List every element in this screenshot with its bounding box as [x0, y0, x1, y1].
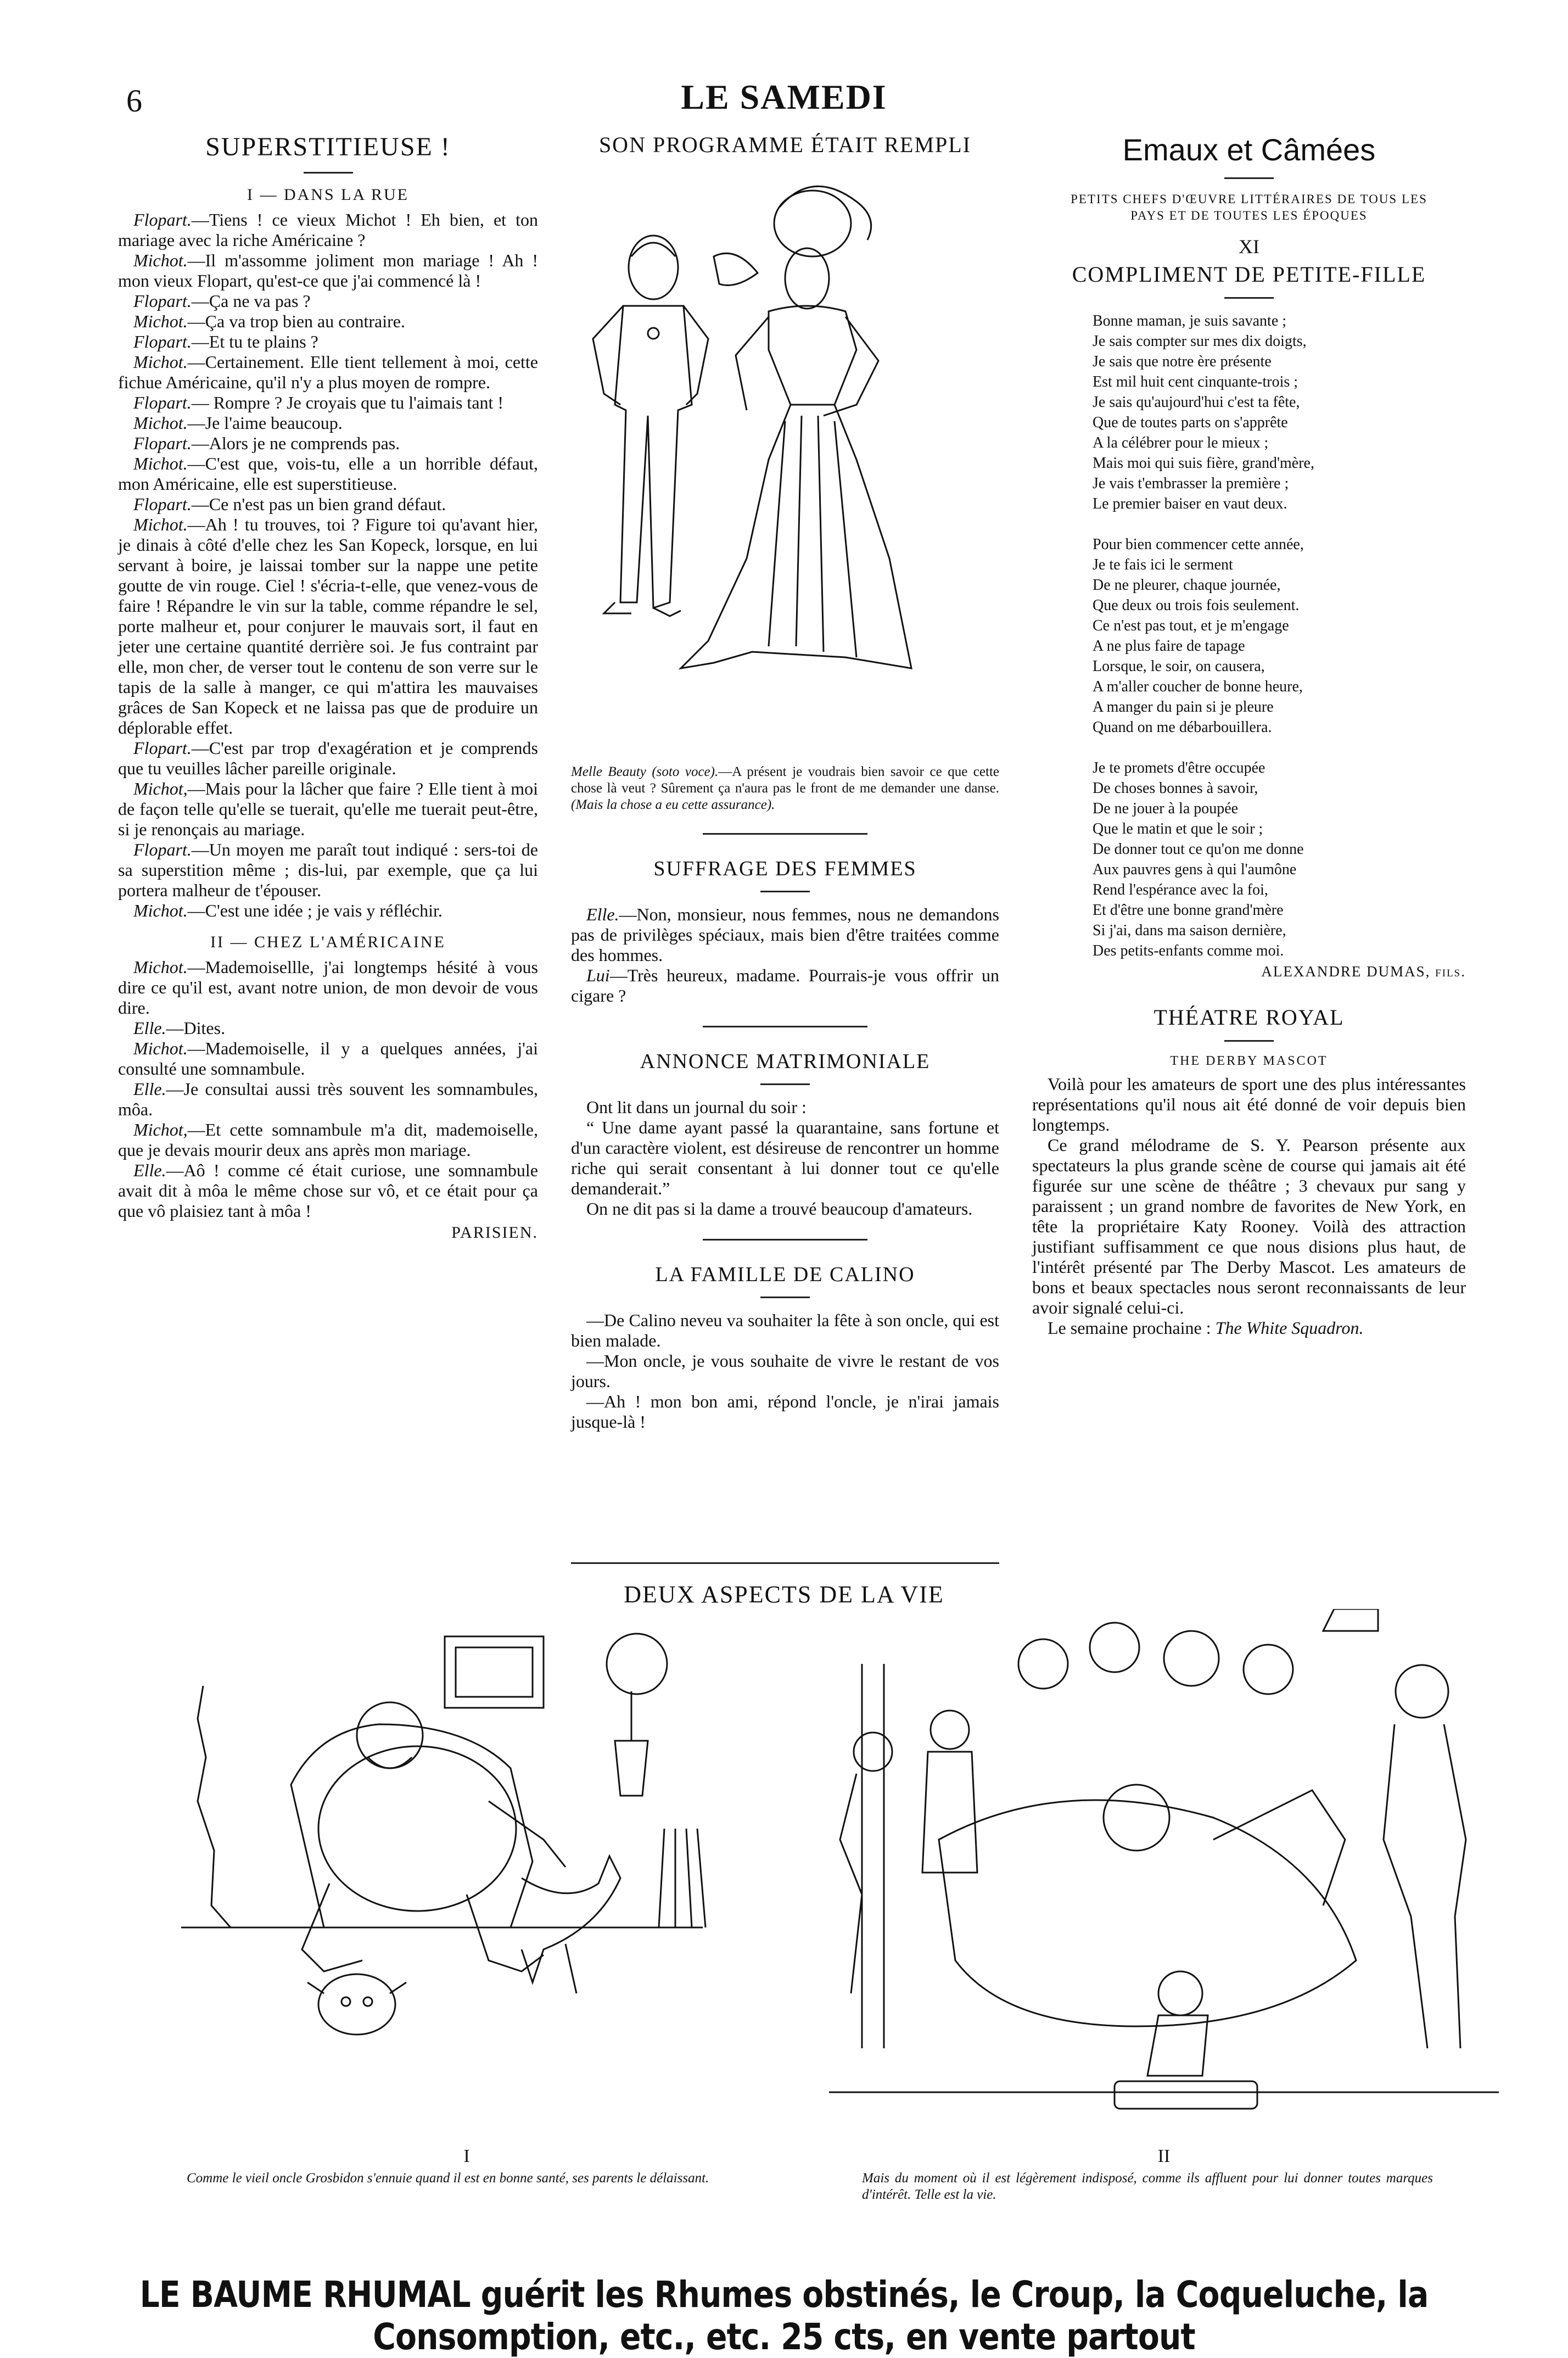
panel-2-caption: Mais du moment où il est légèrement indisposé, comme ils affluent pour lui donner toutes marques d'intérêt. Telle est la vie.: [862, 2171, 1433, 2202]
dialogue-line: [118, 779, 538, 840]
poem-line: A la célébrer pour le mieux ;: [1093, 434, 1269, 451]
speaker-name: Flopart.: [133, 210, 192, 230]
speaker-name: Elle.: [133, 1160, 166, 1180]
part1-heading: I — DANS LA RUE: [247, 186, 409, 204]
line-text: —Je l'aime beaucoup.: [187, 413, 343, 433]
section-separator: [703, 1026, 867, 1027]
title-rule: [1224, 177, 1274, 179]
line-text: —Ça ne va pas ?: [191, 291, 311, 311]
speaker-name: Michot.: [133, 515, 188, 534]
line-text: —Aô ! comme cé était curiose, une somnambule avait dit à môa le même chose sur vô, et ce était pour ça que vô plaisiez tant à môa !: [118, 1160, 538, 1221]
dialogue-line: [118, 901, 538, 921]
annonce-paragraph: Ont lit dans un journal du soir :: [586, 1097, 807, 1117]
line-text: —Alors je ne comprends pas.: [191, 433, 400, 453]
dialogue-line: [118, 1120, 538, 1160]
section-separator: [703, 1239, 867, 1241]
poem-line: Quand on me débarbouillera.: [1093, 719, 1272, 736]
line-text: —Ce n'est pas un bien grand défaut.: [191, 494, 446, 514]
title-rule: [760, 1297, 810, 1298]
dialogue-line: [118, 494, 538, 515]
line-text: —Je consultai aussi très souvent les somnambules, môa.: [118, 1079, 538, 1119]
dialogue-line: [118, 840, 538, 901]
title-rule: [1224, 297, 1274, 299]
line-text: —Mademoisellle, j'ai longtemps hésité à vous dire ce qu'il est, avant notre union, de mon devoir de vous dire.: [118, 957, 538, 1018]
poem-line: Je te fais ici le serment: [1093, 556, 1233, 573]
poem-line: A m'aller coucher de bonne heure,: [1093, 678, 1303, 695]
poem-line: Je sais compter sur mes dix doigts,: [1093, 333, 1307, 350]
theatre-paragraph: Voilà pour les amateurs de sport une des plus intéressantes représentations qu'il nous ait été donné de voir depuis bien longtemps.: [1032, 1074, 1466, 1135]
masthead: LE SAMEDI: [681, 77, 887, 116]
dialogue-line: [118, 1160, 538, 1221]
poem-line: Je vais t'embrasser la première ;: [1093, 475, 1289, 492]
line-text: —C'est que, vois-tu, elle a un horrible défaut, mon Américaine, elle est superstitieuse.: [118, 454, 538, 494]
panel-1-caption: Comme le vieil oncle Grosbidon s'ennuie quand il est en bonne santé, ses parents le délaissant.: [187, 2171, 709, 2186]
line-text: —Et tu te plains ?: [191, 332, 318, 351]
dialogue-part1: [118, 210, 538, 921]
caption-note: (Mais la chose a eu cette assurance).: [571, 797, 775, 812]
poem-line: Que le matin et que le soir ;: [1093, 820, 1263, 837]
line-text: — Rompre ? Je croyais que tu l'aimais tant !: [191, 393, 504, 412]
speaker-name: Michot.: [133, 413, 188, 433]
dialogue-line: [118, 1038, 538, 1079]
dialogue-line: [118, 738, 538, 779]
line-text: —Mademoiselle, il y a quelques années, j'ai consulté une somnambule.: [118, 1038, 538, 1079]
dialogue-line: [118, 1079, 538, 1120]
speaker-name: Michot.: [133, 901, 188, 920]
poem-line: Je te promets d'être occupée: [1093, 759, 1265, 776]
speaker-name: Flopart.: [133, 393, 192, 412]
line-text: —Tiens ! ce vieux Michot ! Eh bien, et ton mariage avec la riche Américaine ?: [118, 210, 538, 250]
article-title: SUPERSTITIEUSE !: [205, 132, 451, 161]
line-text: —Certainement. Elle tient tellement à moi, cette fichue Américaine, qu'il n'y a plus moyen de rompre.: [118, 352, 538, 392]
speaker-name: Flopart.: [133, 291, 192, 311]
title-rule: [760, 1083, 810, 1085]
line-text: —C'est par trop d'exagération et je comprends que tu veuilles lâcher pareille originale.: [118, 738, 538, 778]
theatre-next-week: [1032, 1318, 1466, 1338]
article-subtitle: PETITS CHEFS D'ŒUVRE LITTÉRAIRES DE TOUS LES PAYS ET DE TOUTES LES ÉPOQUES: [1071, 192, 1427, 222]
calino-paragraph: —De Calino neveu va souhaiter la fête à son oncle, qui est bien malade.: [571, 1310, 999, 1350]
illustration-caption: [571, 764, 999, 813]
speaker-name: Elle.: [586, 904, 619, 924]
speaker-name: Michot.: [133, 957, 188, 977]
speaker-name: Flopart.: [133, 840, 192, 859]
line-text: —Et cette somnambule m'a dit, mademoiselle, que je devais mourir deux ans après mon mariage.: [118, 1120, 538, 1160]
dialogue-line: [118, 393, 538, 413]
dialogue-line: [118, 311, 538, 332]
line-text: —Très heureux, madame. Pourrais-je vous offrir un cigare ?: [571, 965, 999, 1005]
theatre-text: [1032, 1074, 1466, 1338]
line-text: —C'est une idée ; je vais y réfléchir.: [187, 901, 443, 920]
poem-line: Pour bien commencer cette année,: [1093, 536, 1304, 553]
theatre-subtitle: THE DERBY MASCOT: [1170, 1054, 1328, 1068]
caption-text: —A présent je voudrais bien savoir ce que cette chose là veut ? Sûrement ça n'aura pas le front de me demander une danse.: [571, 764, 999, 796]
poem-line: Le premier baiser en vaut deux.: [1093, 495, 1287, 512]
section-separator: [703, 833, 867, 835]
cartoon-panel-2: [829, 1609, 1499, 2164]
speaker-name: Flopart.: [133, 494, 192, 514]
line-text: —Ça va trop bien au contraire.: [187, 311, 405, 331]
speaker-name: Michot,: [133, 779, 188, 798]
poem-line: Et d'être une bonne grand'mère: [1093, 902, 1284, 919]
dialogue-line: [118, 352, 538, 393]
column-superstitieuse: [118, 132, 538, 1242]
calino-text: [571, 1310, 999, 1432]
poem-stanza: [1093, 311, 1466, 514]
dialogue-line: [118, 957, 538, 1018]
signature: PARISIEN.: [451, 1223, 538, 1242]
line-text: —Dites.: [166, 1018, 226, 1038]
caption-speaker: Melle Beauty (soto voce).: [571, 764, 719, 779]
section-separator: [571, 1562, 999, 1564]
page-number: 6: [126, 83, 142, 119]
cartoon-panel-1: [181, 1620, 785, 2169]
article-title: Emaux et Câmées: [1122, 132, 1376, 167]
calino-paragraph: —Mon oncle, je vous souhaite de vivre le restant de vos jours.: [571, 1351, 999, 1391]
speaker-name: Lui: [586, 965, 610, 985]
speaker-name: Michot.: [133, 250, 188, 270]
theatre-title: THÉATRE ROYAL: [1153, 1005, 1345, 1030]
poem-line: De ne jouer à la poupée: [1093, 800, 1239, 817]
poem-line: Aux pauvres gens à qui l'aumône: [1093, 861, 1297, 878]
dialogue-line: [118, 250, 538, 291]
poem-line: Si j'ai, dans ma saison dernière,: [1093, 922, 1286, 939]
poem-line: Je sais que notre ère présente: [1093, 353, 1272, 370]
poem-line: Est mil huit cent cinquante-trois ;: [1093, 373, 1298, 390]
speaker-name: Michot.: [133, 352, 188, 372]
line-text: —Il m'assomme joliment mon mariage ! Ah ! mon vieux Flopart, qu'est-ce que j'ai commencé là !: [118, 250, 538, 290]
poem-stanza: [1093, 534, 1466, 737]
speaker-name: Flopart.: [133, 332, 192, 351]
advertisement-banner: LE BAUME RHUMAL guérit les Rhumes obstinés, le Croup, la Coqueluche, la Consomption, etc., etc. 25 cts, en vente partout: [139, 2273, 1429, 2358]
dialogue-line: [118, 210, 538, 250]
poem-line: De ne pleurer, chaque journée,: [1093, 577, 1281, 594]
article-numeral: XI: [1239, 236, 1259, 258]
theatre-paragraph: Ce grand mélodrame de S. Y. Pearson présente aux spectateurs la plus grande scène de course qui jamais ait été figurée sur une scène de théâtre ; 3 chevaux pur sang y paraissent ; un grand nombre de favorites de New York, en tête la propriétaire Katy Rooney. Voilà des attraction justifiant suffisamment ce que nous disions plus haut, de l'intérêt présenté par The Derby Mascot. Les amateurs de bons et beaux spectacles nous seront reconnaissants de leur avoir signalé celui-ci.: [1032, 1135, 1466, 1317]
dialogue-line: [118, 291, 538, 311]
annonce-paragraph: On ne dit pas si la dame a trouvé beaucoup d'amateurs.: [586, 1199, 973, 1219]
poem-stanza: [1093, 758, 1466, 961]
dialogue-line: [118, 515, 538, 738]
speaker-name: Michot.: [133, 1038, 188, 1058]
speaker-name: Flopart.: [133, 433, 192, 453]
suffrage-dialogue: [571, 904, 999, 1006]
speaker-name: Michot.: [133, 311, 188, 331]
line-text: —Mais pour la lâcher que faire ? Elle tient à moi de façon telle qu'elle se tuerait, qu'elle me tuerait peut-être, si je renonçais au mariage.: [118, 779, 538, 839]
line-text: —Ah ! tu trouves, toi ? Figure toi qu'avant hier, je dinais à côté d'elle chez les San Kopeck, lorsque, en lui servant à boire, je laissai tomber sur la nappe une petite goutte de vin rouge. Ciel ! s'écria-t-elle, que venez-vous de faire ! Répandre le vin sur la table, comme répandre le sel, porte malheur et, pour conjurer le mauvais sort, il faut en jeter une certaine quantité derrière soi. Je fus contraint par elle, mon cher, de verser tout le contenu de son verre sur le tapis de la salle à manger, ce qui m'attira les mauvaises grâces de San Kopeck et ne laissa pas que de produire un déplorable effet.: [118, 515, 538, 737]
panel-2-numeral: II: [1157, 2146, 1171, 2166]
speaker-name: Elle.: [133, 1079, 166, 1099]
speaker-name: Michot.: [133, 454, 188, 473]
poem-line: Que de toutes parts on s'apprête: [1093, 414, 1288, 431]
next-week-title: The White Squadron.: [1215, 1318, 1364, 1338]
annonce-paragraph: “ Une dame ayant passé la quarantaine, sans fortune et d'un caractère violent, est désireuse de rencontrer un homme riche qui serait consentant à lui donner tout ce qu'elle demanderait.”: [571, 1117, 999, 1198]
title-rule: [760, 891, 810, 892]
poem-line: Mais moi qui suis fière, grand'mère,: [1093, 455, 1314, 472]
poem-line: Lorsque, le soir, on causera,: [1093, 658, 1265, 675]
dialogue-line: [571, 965, 999, 1006]
speaker-name: Flopart.: [133, 738, 192, 758]
poem-line: De choses bonnes à savoir,: [1093, 780, 1258, 797]
poem-line: A manger du pain si je pleure: [1093, 699, 1274, 716]
calino-title: LA FAMILLE DE CALINO: [655, 1263, 915, 1286]
column-emaux: [1032, 132, 1466, 1338]
poem: [1032, 311, 1466, 961]
next-week-label: Le semaine prochaine :: [1048, 1318, 1211, 1338]
part2-heading: II — CHEZ L'AMÉRICAINE: [210, 933, 446, 951]
annonce-text: [571, 1097, 999, 1219]
poem-line: Des petits-enfants comme moi.: [1093, 942, 1284, 959]
poem-line: Que deux ou trois fois seulement.: [1093, 597, 1300, 614]
poem-signature: ALEXANDRE DUMAS, fils.: [1261, 963, 1466, 980]
line-text: —Non, monsieur, nous femmes, nous ne demandons pas de privilèges spéciaux, mais bien d'être traitées comme des hommes.: [571, 904, 999, 965]
poem-line: Ce n'est pas tout, et je m'engage: [1093, 617, 1289, 634]
column-middle: [571, 132, 999, 1432]
title-rule: [1224, 1040, 1274, 1042]
line-text: —Un moyen me paraît tout indiqué : sers-toi de sa superstition même ; dis-lui, par exemple, que ça lui portera malheur de t'épouser.: [118, 840, 538, 900]
dialogue-line: [118, 1018, 538, 1038]
calino-paragraph: —Ah ! mon bon ami, répond l'oncle, je n'irai jamais jusque-là !: [571, 1392, 999, 1432]
illustration-dandy-and-lady: [571, 174, 999, 756]
article-title: SON PROGRAMME ÉTAIT REMPLI: [598, 132, 972, 157]
poem-title: COMPLIMENT DE PETITE-FILLE: [1072, 262, 1426, 287]
poem-line: A ne plus faire de tapage: [1093, 638, 1245, 655]
dialogue-line: [118, 454, 538, 494]
dialogue-line: [118, 433, 538, 454]
poem-line: De donner tout ce qu'on me donne: [1093, 841, 1304, 858]
poem-line: Rend l'espérance avec la foi,: [1093, 881, 1268, 898]
annonce-title: ANNONCE MATRIMONIALE: [640, 1050, 931, 1073]
poem-line: Je sais qu'aujourd'hui c'est ta fête,: [1093, 394, 1300, 411]
cartoon-title: DEUX ASPECTS DE LA VIE: [624, 1581, 944, 1608]
speaker-name: Michot,: [133, 1120, 188, 1139]
title-rule: [304, 172, 353, 174]
suffrage-title: SUFFRAGE DES FEMMES: [653, 857, 917, 880]
dialogue-part2: [118, 957, 538, 1221]
dialogue-line: [571, 904, 999, 965]
poem-line: Bonne maman, je suis savante ;: [1093, 312, 1287, 329]
dialogue-line: [118, 413, 538, 433]
dialogue-line: [118, 332, 538, 352]
panel-1-numeral: I: [463, 2146, 470, 2166]
speaker-name: Elle.: [133, 1018, 166, 1038]
